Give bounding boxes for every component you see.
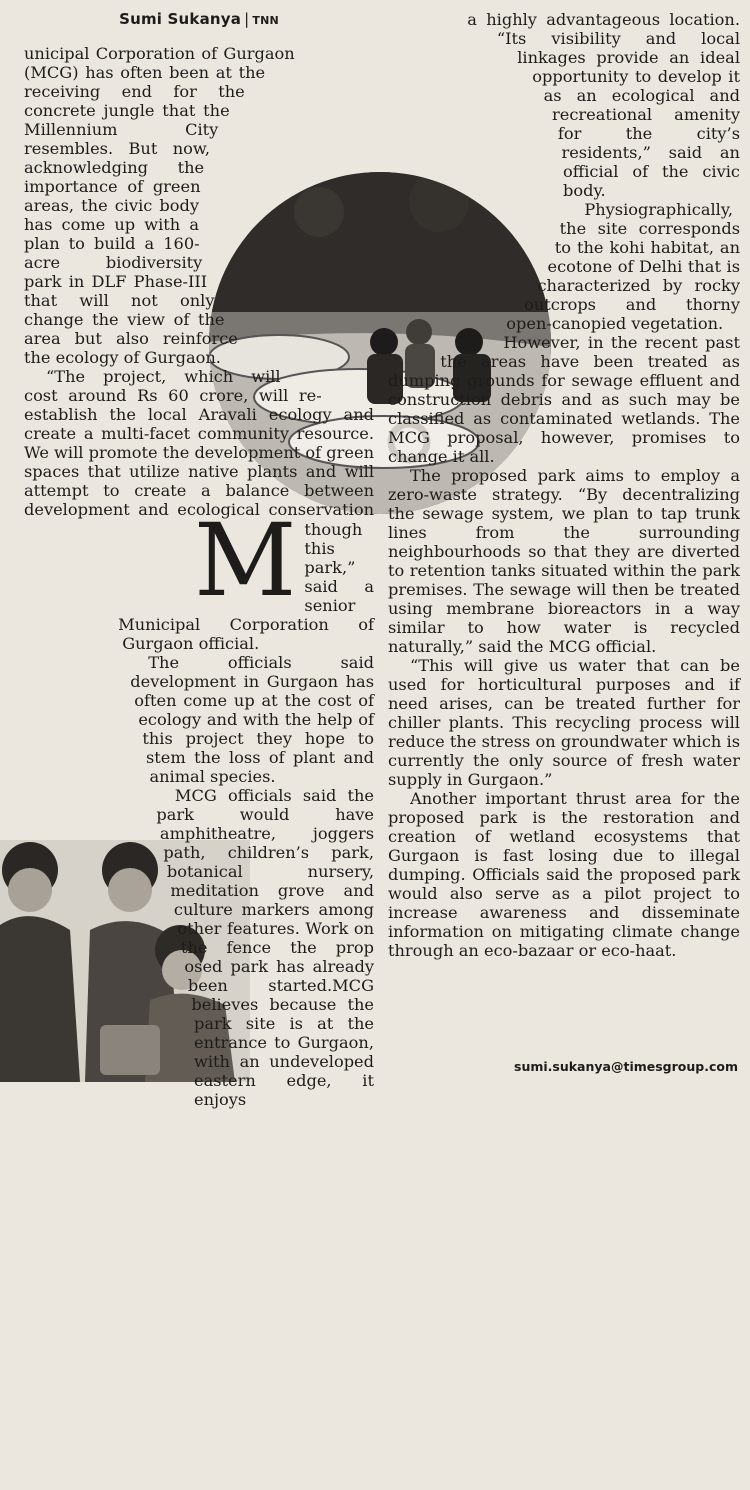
paragraph-location: a highly advantageous location. “Its visibility and local linkages provide an ideal opportunity to develop it as an ecological and recreational amenity for the city’s residents,” said an official of the civic body. [467, 10, 740, 200]
byline [24, 10, 374, 28]
news-agency: TNN [252, 14, 279, 27]
left-column [24, 10, 374, 1490]
paragraph-park-features: MCG officials said the park would have amphitheatre, joggers path, children’s park, botanical nursery, meditation grove and culture markers among other features. Work on the fence the prop osed park has already been started.MCG believes because the park site is at the entrance to Gurgaon, with an undeveloped eastern edge, it enjoys [156, 786, 374, 1109]
paragraph-officials-development: The officials said development in Gurgaon has often come up at the cost of ecology and with the help of this project they hope to stem the loss of plant and animal species. [130, 653, 374, 786]
author-email[interactable]: sumi.sukanya@timesgroup.com [514, 1059, 738, 1074]
paragraph-physiography: Physiographically, the site corresponds to the kohi habitat, an ecotone of Delhi that is characterized by rocky outcrops and thorny open-canopied vegetation. [506, 200, 740, 333]
paragraph-wetlands: Another important thrust area for the proposed park is the restoration and creation of wetland ecosystems that Gurgaon is fast losing due to illegal dumping. Officials said the proposed park would also serve as a pilot project to increase awareness and disseminate information on mitigating climate change through an eco-bazaar or eco-haat. [388, 789, 740, 960]
paragraph-dumping: However, in the recent past the areas have been treated as dumping grounds for sewage effluent and construction debris and as such may be classified as contaminated wetlands. The MCG proposal, however, promises to change it all. [388, 333, 740, 466]
paragraph-zero-waste: The proposed park aims to employ a zero-waste strategy. “By decentralizing the sewage system, we plan to tap trunk lines from the surrounding neighbourhoods so that they are diverted to retention tanks situated within the park premises. The sewage will then be treated using membrane bioreactors in a way similar to how water is recycled naturally,” said the MCG official. [388, 466, 740, 656]
paragraph-quote-project: “The project, which will cost around Rs 60 crore, will re-establish the local Aravali ecology and create a multi-facet community resource. We will promote the development of green spaces that utilize native plants and will attempt to create a balance between development and ecological conservation though this park,” said a senior Municipal Corporation of Gurgaon official. [24, 367, 374, 653]
drop-cap: M [194, 502, 297, 619]
paragraph-intro: unicipal Corporation of Gurgaon (MCG) has often been at the receiving end for the concrete jungle that the Millennium City resembles. But now, acknowledging the importance of green areas, the civic body has come up with a plan to build a 160-acre biodiversity park in DLF Phase-III that will not only change the view of the area but also reinforce the ecology of Gurgaon. [24, 44, 295, 367]
paragraph-water-reuse: “This will give us water that can be used for horticultural purposes and if need arises, can be treated further for chiller plants. This recycling process will reduce the stress on groundwater which is currently the only source of fresh water supply in Gurgaon.” [388, 656, 740, 789]
author-name: Sumi Sukanya [119, 10, 242, 28]
byline-separator: | [244, 10, 250, 28]
